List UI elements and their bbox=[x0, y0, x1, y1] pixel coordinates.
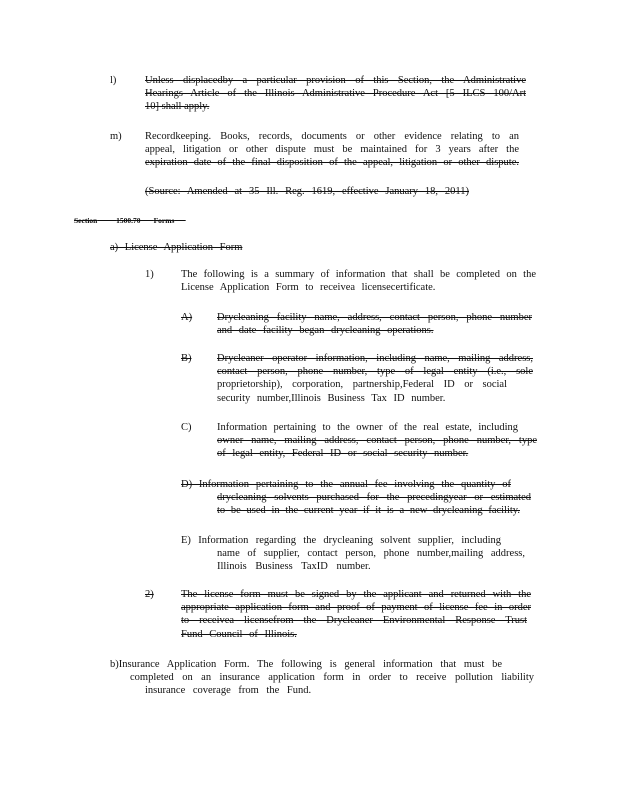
item-B-line: proprietorship), corporation, partnership,Federal ID or social bbox=[217, 379, 507, 391]
item-2-label: 2) bbox=[145, 589, 154, 600]
item-B-line: contact person, phone number, type of legal entity (i.e., sole bbox=[217, 366, 533, 378]
item-B-line: Drycleaner operator information, including name, mailing address, bbox=[217, 353, 533, 364]
item-C-line: Information pertaining to the owner of the real estate, including bbox=[217, 422, 518, 433]
item-A-text bbox=[217, 311, 532, 337]
item-C-line: owner name, mailing address, contact person, phone number, type bbox=[217, 435, 537, 447]
part-b-line: insurance coverage from the Fund. bbox=[145, 685, 312, 697]
item-B-line: security number,Illinois Business Tax ID number. bbox=[217, 392, 446, 404]
item-C-text bbox=[217, 421, 537, 461]
item-E-line: Illinois Business TaxID number. bbox=[217, 561, 371, 573]
part-b-line: completed on an insurance application form in order to receive pollution liability bbox=[130, 672, 534, 684]
item-l-line: 10] shall apply. bbox=[145, 101, 210, 113]
item-l-line: Hearings Article of the Illinois Administrative Procedure Act [5 ILCS 100/Art bbox=[145, 88, 526, 100]
item-A-label: A) bbox=[181, 312, 193, 323]
item-1-line: License Application Form to receivea licensecertificate. bbox=[181, 282, 436, 294]
item-1-line: The following is a summary of information that shall be completed on the bbox=[181, 269, 536, 280]
section-number: 1500.70 bbox=[116, 216, 141, 225]
item-A-line: Drycleaning facility name, address, contact person, phone number bbox=[217, 312, 532, 323]
item-m-line: Recordkeeping. Books, records, documents or other evidence relating to an bbox=[145, 131, 519, 142]
part-b-line: b)Insurance Application Form. The following is general information that must be bbox=[110, 659, 502, 670]
item-1-label: 1) bbox=[145, 269, 154, 280]
item-2-line: appropriate application form and proof of payment of license fee in order bbox=[181, 602, 531, 614]
item-C-label: C) bbox=[181, 422, 192, 433]
section-heading bbox=[74, 214, 186, 227]
item-D-text bbox=[181, 478, 531, 518]
part-a-heading: a) License Application Form bbox=[110, 242, 243, 253]
item-A-line: and date facility began drycleaning operations. bbox=[217, 325, 434, 337]
item-2-line: to receivea licensefrom the Drycleaner Environmental Response Trust bbox=[181, 615, 527, 627]
section-title: Forms bbox=[153, 216, 175, 225]
item-2-line: Fund Council of Illinois. bbox=[181, 628, 297, 640]
item-l-line: Unless displacedby a particular provision of this Section, the Administrative bbox=[145, 75, 526, 86]
item-D-line: drycleaning solvents purchased for the precedingyear or estimated bbox=[217, 492, 531, 504]
item-E-text bbox=[181, 534, 527, 574]
item-B-label: B) bbox=[181, 353, 192, 364]
section-word: Section bbox=[74, 216, 98, 225]
item-l-label: l) bbox=[110, 75, 117, 86]
source-note: (Source: Amended at 35 Ill. Reg. 1619, effective January 18, 2011) bbox=[145, 186, 469, 197]
item-E-line: name of supplier, contact person, phone number,mailing address, bbox=[217, 548, 525, 560]
item-m-label: m) bbox=[110, 131, 122, 142]
item-D-line: to be used in the current year if it is a new drycleaning facility. bbox=[217, 505, 520, 517]
item-m-text bbox=[145, 130, 519, 170]
item-D-line: D) Information pertaining to the annual fee involving the quantity of bbox=[181, 479, 511, 490]
item-C-line: of legal entity, Federal ID or social security number. bbox=[217, 448, 469, 460]
item-1-text bbox=[181, 268, 536, 294]
item-B-text bbox=[217, 352, 533, 405]
item-2-text bbox=[181, 588, 531, 641]
item-2-line: The license form must be signed by the applicant and returned with the bbox=[181, 589, 531, 600]
item-l-text bbox=[145, 74, 526, 114]
item-E-line: E) Information regarding the drycleaning solvent supplier, including bbox=[181, 535, 501, 546]
part-b-text bbox=[110, 658, 534, 698]
item-m-line: appeal, litigation or other dispute must be maintained for 3 years after the bbox=[145, 144, 519, 156]
item-m-line: expiration date of the final disposition of the appeal, litigation or other dispute. bbox=[145, 157, 519, 169]
